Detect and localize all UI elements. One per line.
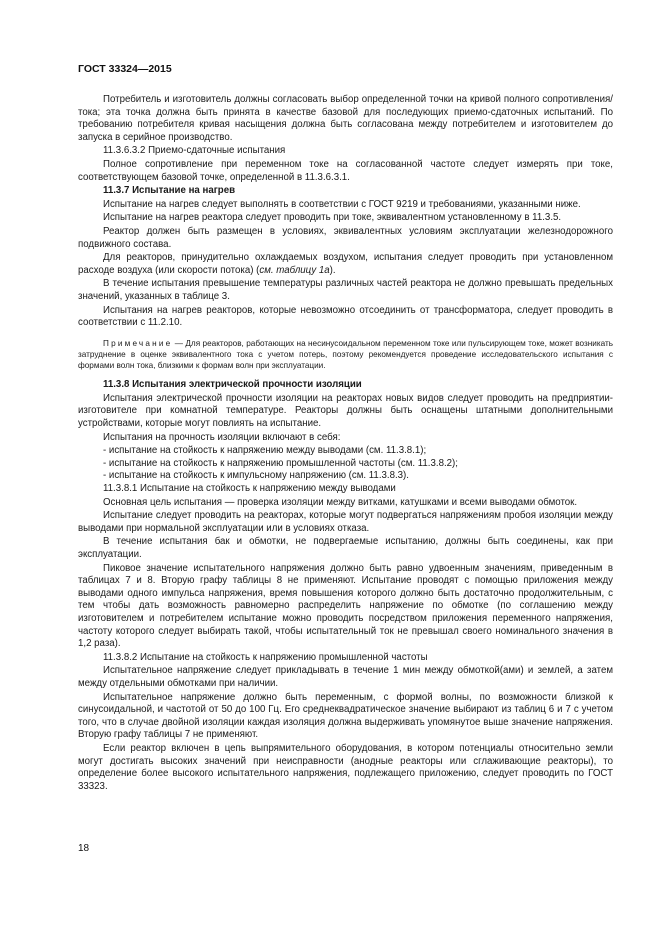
subclause-heading: 11.3.8.2 Испытание на стойкость к напряжению промышленной частоты: [103, 651, 428, 663]
paragraph-text: Для реакторов, принудительно охлаждаемых воздухом, испытания следует проводить при установленном расходе воздуха (или скорости потока) (: [78, 252, 613, 276]
paragraph: Испытание следует проводить на реакторах, которые могут подвергаться напряжениям пробоя изоляции между выводами при нормальной эксплуатации или в условиях отказа.: [78, 510, 613, 534]
paragraph: Испытания на прочность изоляции включают в себя:: [103, 431, 341, 443]
paragraph: Испытательное напряжение должно быть переменным, с формой волны, по возможности близкой к синусоидальной, и частотой от 50 до 100 Гц. Его среднеквадратическое значение выбирают из таблиц 6 и 7 с учетом того, что в случае двойной изоляции каждая изоляция должна выдерживать упомянутое выше значение напряжения. Вторую графу таблицы 7 не применяют.: [78, 691, 613, 741]
subclause-heading: 11.3.8.1 Испытание на стойкость к напряжению между выводами: [103, 483, 396, 495]
standard-code-header: ГОСТ 33324—2015: [78, 63, 172, 75]
paragraph: Потребитель и изготовитель должны согласовать выбор определенной точки на кривой полного сопротивления/тока; эта точка должна быть принята в качестве базовой для последующих приемо-сдаточных испытаний. По требованию потребителя кривая насыщения должна быть согласована между потребителем и изготовителем до запуска в серийное производство.: [78, 94, 613, 143]
paragraph: Испытание на нагрев следует выполнять в соответствии с ГОСТ 9219 и требованиями, указанными ниже.: [103, 198, 581, 210]
note-text: — Для реакторов, работающих на несинусоидальном переменном токе или пульсирующем токе, может возникать затруднение в оценке эквивалентного тока с учетом потерь, поэтому рекомендуется проведение исследовательского испытания с формами волн тока, близкими к формам волн при эксплуатации.: [78, 338, 613, 371]
paragraph: Основная цель испытания — проверка изоляции между витками, катушками и всеми выводами обмоток.: [103, 496, 578, 508]
section-heading-11-3-8: 11.3.8 Испытания электрической прочности изоляции: [103, 379, 362, 391]
list-item: - испытание на стойкость к напряжению промышленной частоты (см. 11.3.8.2);: [103, 457, 458, 469]
note: [78, 338, 613, 372]
paragraph: Испытание на нагрев реактора следует проводить при токе, эквивалентном установленному в 11.3.5.: [103, 212, 562, 224]
paragraph: Испытания электрической прочности изоляции на реакторах новых видов следует проводить на предприятии-изготовителе при комнатной температуре. Реакторы должны быть оснащены штатными дополнительными устройствами, которые могут повлиять на испытание.: [78, 392, 613, 430]
paragraph: В течение испытания бак и обмотки, не подвергаемые испытанию, должны быть соединены, как при эксплуатации.: [78, 536, 613, 561]
paragraph: [78, 252, 613, 277]
page-body: [78, 94, 613, 794]
paragraph: Если реактор включен в цепь выпрямительного оборудования, в котором потенциалы относительно земли могут достигать высоких значений при неисправности (анодные реакторы или сглаживающие реакторы), то определение более высокого испытательного напряжения, подлежащего приложению, следует проводить по ГОСТ 33323.: [78, 742, 613, 792]
note-label: Примечание: [103, 338, 173, 348]
page-number: 18: [78, 843, 90, 854]
subclause-heading: 11.3.6.3.2 Приемо-сдаточные испытания: [103, 145, 286, 157]
test-list: [78, 445, 613, 483]
paragraph: Полное сопротивление при переменном токе на согласованной частоте следует измерять при токе, соответствующем базовой точке, определенной в 11.3.6.3.1.: [78, 158, 613, 183]
paragraph: Пиковое значение испытательного напряжения должно быть равно удвоенным значениям, приведенным в таблицах 7 и 8. Вторую графу таблицы 8 не применяют. Испытание проводят с помощью приложения между выводами одного импульса напряжения, время повышения которого должно быть достаточно продолжительным, с тем чтобы дать возможность равномерно распределить напряжение по обмотке (по соглашению между изготовителем и потребителем испытание можно проводить посредством приложения переменного напряжения, частоту которого следует выбирать такой, чтобы испытательный ток не превышал своего номинального значения в 1,2 раза).: [78, 562, 613, 650]
list-item: - испытание на стойкость к напряжению между выводами (см. 11.3.8.1);: [103, 445, 427, 457]
table-reference: см. таблицу 1а: [259, 264, 330, 276]
paragraph-text: ).: [329, 264, 336, 276]
section-heading-11-3-7: 11.3.7 Испытание на нагрев: [103, 185, 236, 197]
list-item: - испытание на стойкость к импульсному напряжению (см. 11.3.8.3).: [103, 470, 409, 482]
paragraph: Испытания на нагрев реакторов, которые невозможно отсоединить от трансформатора, следует проводить в соответствии с 11.2.10.: [78, 304, 613, 329]
paragraph: В течение испытания превышение температуры различных частей реактора не должно превышать предельных значений, указанных в таблице 3.: [78, 278, 613, 302]
paragraph: Испытательное напряжение следует прикладывать в течение 1 мин между обмоткой(ами) и землей, а затем между отдельными обмотками при наличии.: [78, 665, 613, 689]
paragraph: Реактор должен быть размещен в условиях, эквивалентных условиям эксплуатации железнодорожного подвижного состава.: [78, 225, 613, 250]
